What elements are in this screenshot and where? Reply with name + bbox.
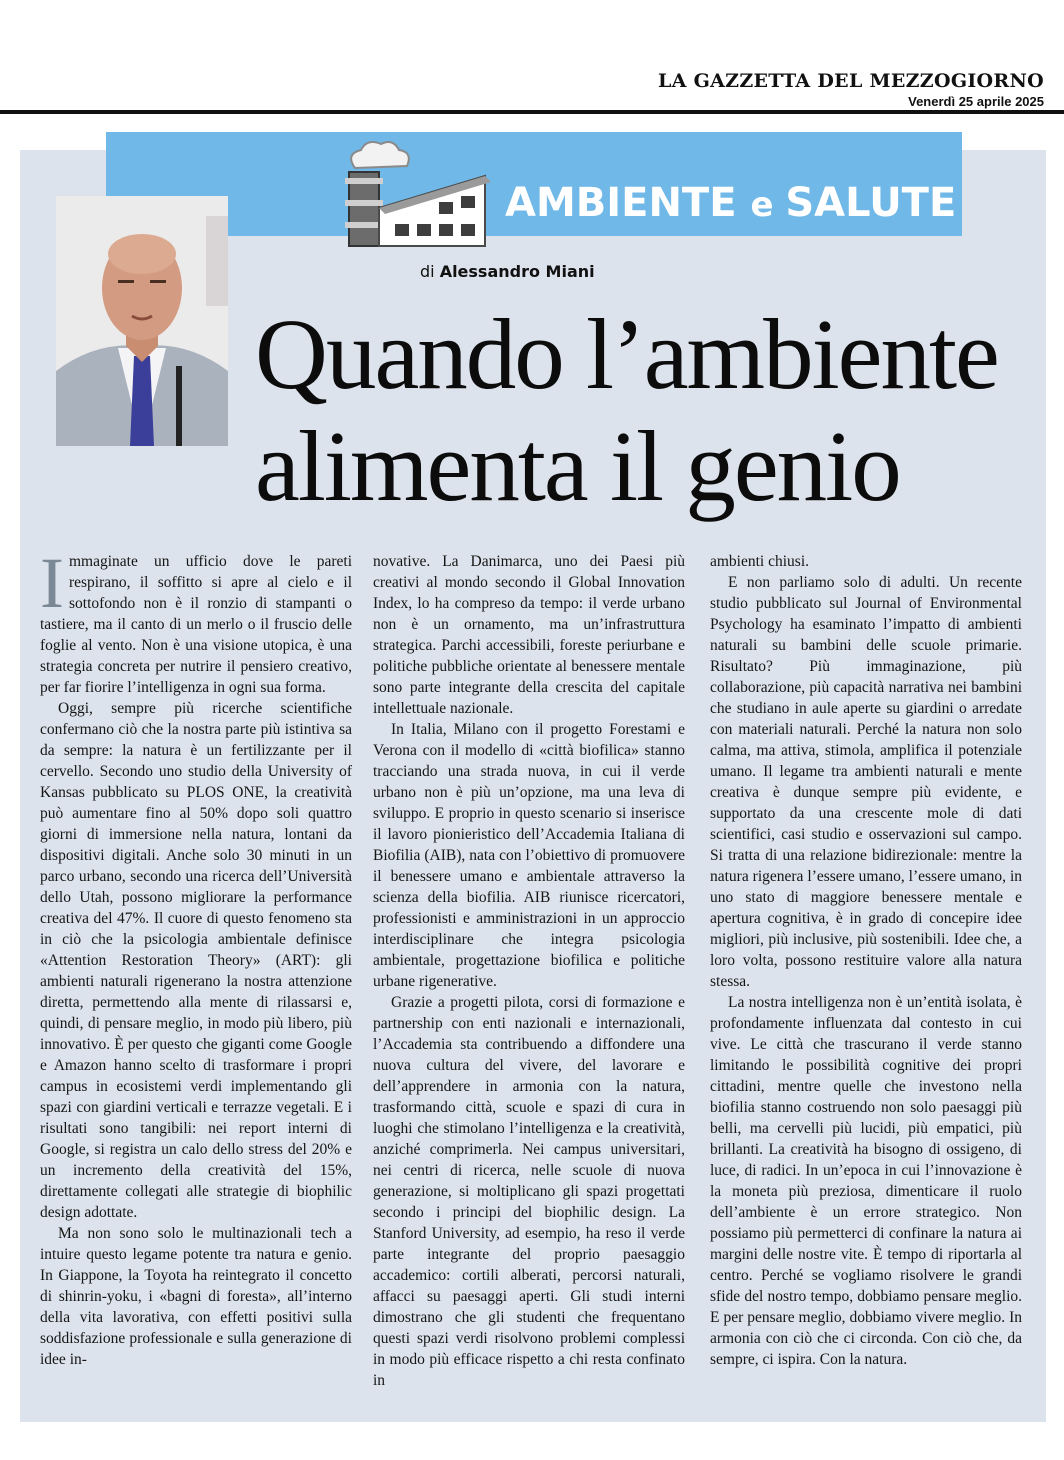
- issue-date: Venerdì 25 aprile 2025: [908, 94, 1044, 109]
- article-paragraph: novative. La Danimarca, uno dei Paesi più creativi al mondo secondo il Global Innovation Index, lo ha compreso da tempo: il verde urbano non è un ornamento, ma un’infrastruttura strategica. Parchi accessibili, foreste periurbane e politiche pubbliche orientate al benessere mentale sono parte integrante della crescita del capitale intellettuale nazionale.: [373, 553, 685, 717]
- article-paragraph: [40, 543, 352, 698]
- article-paragraph: ambienti chiusi.: [710, 553, 810, 570]
- article-paragraph: La nostra intelligenza non è un’entità isolata, è profondamente influenzata dal contesto in cui vive. Le città che trascurano il verde stanno limitando le possibilità cognitive dei propri cittadini, mentre quelle che investono nella biofilia stanno costruendo non solo paesaggi più belli, ma cervelli più lucidi, più empatici, più brillanti. La creatività ha bisogno di ossigeno, di luce, di radici. In un’epoca in cui l’innovazione è la moneta più preziosa, dimenticare il ruolo dell’ambiente è un errore strategico. Non possiamo più permetterci di confinare la natura ai margini delle nostre vite. È tempo di riportarla al centro. Perché se vogliamo risolvere le grandi sfide del nostro tempo, dobbiamo pensare meglio. E per pensare meglio, dobbiamo vivere meglio. In armonia con ciò che ci circonda. Con ciò che, da sempre, ci ispira. Con la natura.: [710, 994, 1022, 1368]
- byline: [420, 262, 595, 281]
- article-column-2: [373, 551, 685, 1391]
- masthead-rule: [0, 110, 1064, 114]
- article-paragraph: Ma non sono solo le multinazionali tech a intuire questo legame potente tra natura e genio. In Giappone, la Toyota ha reintegrato il concetto di shinrin-yoku, i «bagni di foresta», all’interno della vita lavorativa, con effetti positivi sulla soddisfazione professionale e sulla generazione di idee in-: [40, 1225, 352, 1368]
- section-title-part3: SALUTE: [785, 180, 957, 226]
- newspaper-name: LA GAZZETTA DEL MEZZOGIORNO: [657, 70, 1044, 92]
- article-paragraph: E non parliamo solo di adulti. Un recente studio pubblicato sul Journal of Environmental Psychology ha esaminato l’impatto di ambienti naturali su bambini delle scuole primarie. Risultato? Più immaginazione, più collaborazione, più capacità narrativa nei bambini che studiano in aule aperte su giardini o arredate con materiali naturali. Perché la natura non solo calma, ma attiva, stimola, amplifica il potenziale umano. Il legame tra ambienti naturali e mente creativa è dunque sempre più evidente, e supportato da una crescente mole di dati scientifici, casi studio e osservazioni sul campo. Si tratta di una relazione bidirezionale: mentre la natura rigenera l’essere umano, l’essere umano, in uno stato di maggiore benessere mentale e apertura cognitiva, è in grado di concepire idee migliori, più inclusive, più sostenibili. Idee che, a loro volta, possono restituire valore alla natura stessa.: [710, 574, 1022, 990]
- headline: Quando l’ambiente alimenta il genio: [255, 298, 998, 522]
- paragraph-text: mmaginate un ufficio dove le pareti respirano, il soffitto si apre al cielo e il sottofondo non è il ronzio di stampanti o tastiere, ma il canto di un merlo o il fruscio delle foglie al vento. Non è una visione utopica, è una strategia concreta per nutrire il pensiero creativo, per far fiorire l’intelligenza in ogni sua forma.: [40, 553, 352, 696]
- article-column-3: [710, 551, 1022, 1370]
- author-name: Alessandro Miani: [439, 262, 595, 281]
- author-photo: [56, 196, 228, 446]
- section-title: [505, 180, 956, 226]
- article-column-1: [40, 543, 352, 1370]
- section-title-part2: e: [750, 185, 786, 225]
- article-paragraph: In Italia, Milano con il progetto Forestami e Verona con il modello di «città biofilica» stanno tracciando una strada nuova, in cui il verde urbano non è più un’opzione, ma una leva di sviluppo. E proprio in questo scenario si inserisce il lavoro pionieristico dell’Accademia Italiana di Biofilia (AIB), nata con l’obiettivo di promuovere il benessere umano e ambientale attraverso la scienza della biofilia. AIB riunisce ricercatori, professionisti e amministrazioni in un approccio interdisciplinare che integra psicologia ambientale, progettazione biofilica e politiche urbane rigenerative.: [373, 721, 685, 990]
- drop-cap: I: [40, 543, 64, 623]
- building-nature-icon: [335, 138, 495, 256]
- masthead: [658, 70, 1044, 109]
- article-paragraph: Grazie a progetti pilota, corsi di formazione e partnership con enti nazionali e internazionali, l’Accademia sta contribuendo a diffondere una nuova cultura del vivere, del lavorare e dell’apprendere in armonia con la natura, trasformando città, scuole e spazi di cura in luoghi che stimolano l’intelligenza e la creatività, anziché comprimerla. Nei campus universitari, nei centri di ricerca, nelle scuole di nuova generazione, si moltiplicano gli spazi progettati secondo i principi del biophilic design. La Stanford University, ad esempio, ha reso il verde parte integrante del proprio paesaggio accademico: cortili alberati, percorsi naturali, affacci su paesaggi aperti. Gli studi interni dimostrano che gli studenti che frequentano questi spazi verdi risolvono problemi complessi in modo più efficace rispetto a chi resta confinato in: [373, 994, 685, 1389]
- section-title-part1: AMBIENTE: [505, 180, 751, 226]
- byline-prefix: di: [420, 262, 440, 281]
- article-paragraph: Oggi, sempre più ricerche scientifiche confermano ciò che la nostra parte più istintiva sa da sempre: la natura è un fertilizzante per il cervello. Secondo uno studio della University of Kansas pubblicato su PLOS ONE, la creatività può aumentare fino al 50% dopo soli quattro giorni di immersione nella natura, lontani da dispositivi digitali. Anche solo 30 minuti in un parco urbano, secondo una ricerca dell’Università dello Utah, possono migliorare la performance creativa del 47%. Il cuore di questo fenomeno sta in ciò che la psicologia ambientale definisce «Attention Restoration Theory» (ART): gli ambienti naturali rigenerano la nostra attenzione diretta, permettendo alla mente di rilassarsi e, quindi, di pensare meglio, in modo più libero, più innovativo. È per questo che giganti come Google e Amazon hanno scelto di trasformare i propri campus in ecosistemi verdi implementando gli spazi con giardini verticali e terrazze vegetali. E i risultati sono tangibili: nei report interni di Google, si registra un calo dello stress del 20% e un incremento della creatività del 15%, direttamente collegati alle strategie di biophilic design adottate.: [40, 700, 352, 1221]
